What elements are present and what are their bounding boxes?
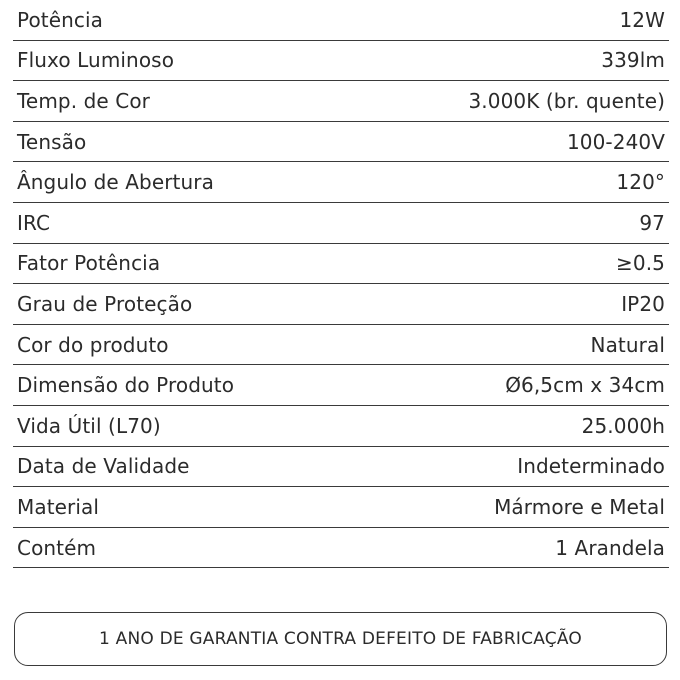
spec-value: 339lm xyxy=(601,48,665,73)
spec-row-dimensions xyxy=(13,365,669,406)
spec-row-power-factor xyxy=(13,244,669,285)
spec-label: Fluxo Luminoso xyxy=(17,48,175,73)
spec-value: Mármore e Metal xyxy=(494,494,665,519)
spec-label: Dimensão do Produto xyxy=(17,373,235,398)
spec-row-cri xyxy=(13,203,669,244)
spec-value: 120° xyxy=(616,170,665,195)
spec-value: Ø6,5cm x 34cm xyxy=(505,373,665,398)
spec-value: 25.000h xyxy=(581,413,665,438)
spec-label: IRC xyxy=(17,210,51,235)
spec-label: Contém xyxy=(17,535,97,560)
spec-label: Tensão xyxy=(17,129,87,154)
spec-row-lifespan xyxy=(13,406,669,447)
spec-row-luminous-flux xyxy=(13,41,669,82)
spec-table xyxy=(13,0,669,568)
spec-row-beam-angle xyxy=(13,162,669,203)
spec-label: Grau de Proteção xyxy=(17,291,193,316)
spec-label: Fator Potência xyxy=(17,251,161,276)
spec-row-product-color xyxy=(13,325,669,366)
spec-row-power xyxy=(13,0,669,41)
spec-row-voltage xyxy=(13,122,669,163)
spec-value: 97 xyxy=(639,210,665,235)
spec-value: 100-240V xyxy=(566,129,665,154)
spec-row-protection xyxy=(13,284,669,325)
spec-value: 12W xyxy=(619,7,665,32)
spec-label: Cor do produto xyxy=(17,332,169,357)
warranty-text: 1 ANO DE GARANTIA CONTRA DEFEITO DE FABRICAÇÃO xyxy=(99,629,582,649)
spec-label: Temp. de Cor xyxy=(17,88,150,113)
spec-value: 3.000K (br. quente) xyxy=(468,88,665,113)
spec-row-material xyxy=(13,487,669,528)
spec-value: 1 Arandela xyxy=(555,535,665,560)
spec-value: IP20 xyxy=(621,291,665,316)
spec-value: Natural xyxy=(590,332,665,357)
spec-label: Ângulo de Abertura xyxy=(17,170,214,195)
spec-label: Potência xyxy=(17,7,104,32)
spec-label: Material xyxy=(17,494,100,519)
spec-label: Vida Útil (L70) xyxy=(17,413,161,438)
spec-value: Indeterminado xyxy=(517,454,665,479)
spec-row-expiry xyxy=(13,447,669,488)
spec-row-color-temp xyxy=(13,81,669,122)
spec-label: Data de Validade xyxy=(17,454,190,479)
spec-row-contents xyxy=(13,528,669,569)
warranty-banner xyxy=(14,612,667,666)
spec-value: ≥0.5 xyxy=(616,251,665,276)
